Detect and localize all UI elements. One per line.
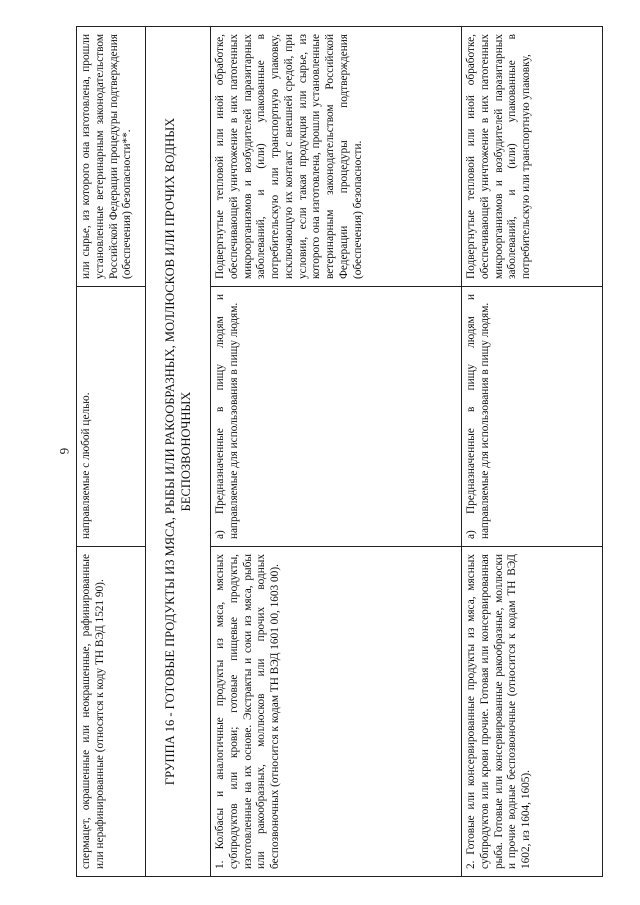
- page-number: 6: [57, 447, 72, 455]
- regulation-table: [76, 26, 603, 877]
- purpose-cell: [77, 287, 146, 547]
- cell-text: а) Предназначенные в пищу людям и направляемые для использования в пищу людям.: [465, 294, 491, 539]
- purpose-cell: [462, 287, 603, 547]
- table-row: [211, 27, 462, 877]
- cell-text: или сырье, из которого она изготовлена, прошли установленные ветеринарным законодательством Российской Федерации процедуры подтверждения (обеспечения) безопасности**.: [80, 34, 134, 279]
- cell-text: Подвергнутые тепловой или иной обработке, обеспечивающей уничтожение в них патогенных микроорганизмов и возбудителей паразитарных заболеваний, и (или) упакованные в потребительскую или транспортную упаковку,: [465, 34, 533, 279]
- group-heading-row: [146, 27, 211, 877]
- group-heading: ГРУППА 16 - ГОТОВЫЕ ПРОДУКТЫ ИЗ МЯСА, РЫБЫ ИЛИ РАКООБРАЗНЫХ, МОЛЛЮСКОВ ИЛИ ПРОЧИХ ВОДНЫХ БЕСПОЗВОНОЧНЫХ: [146, 27, 211, 877]
- cell-text: направляемые с любой целью.: [80, 392, 92, 539]
- rotated-content: [76, 27, 616, 877]
- cell-text: спермацет, окрашенные или неокрашенные, рафинированные или нерафинированные (относятся к коду ТН ВЭД 1521 90).: [80, 554, 106, 869]
- cell-text: 2. Готовые или консервированные продукты из мяса, мясных субпродуктов или крови прочие. Готовая или консервированная рыба. Готовые или консервированные ракообразные, моллюски и прочие водные беспозвоночные (относится к кодам ТН ВЭД 1602, из 1604, 1605).: [465, 554, 533, 869]
- table-row: [77, 27, 146, 877]
- table-row: [462, 27, 603, 877]
- cell-text: 1. Колбасы и аналогичные продукты из мяса, мясных субпродуктов или крови; готовые пищевые продукты, изготовленные на их основе. Экстракты и соки из мяса, рыбы или ракообразных, моллюсков или прочих водных беспозвоночных (относится к кодам ТН ВЭД 1601 00, 1603 00).: [214, 554, 282, 869]
- product-description-cell: [77, 547, 146, 877]
- product-description-cell: [462, 547, 603, 877]
- product-description-cell: [211, 547, 462, 877]
- conditions-cell: [462, 27, 603, 287]
- purpose-cell: [211, 287, 462, 547]
- conditions-cell: [77, 27, 146, 287]
- conditions-cell: [211, 27, 462, 287]
- cell-text: а) Предназначенные в пищу людям и направляемые для использования в пищу людям.: [214, 294, 240, 539]
- cell-text: Подвергнутые тепловой или иной обработке, обеспечивающей уничтожение в них патогенных микроорганизмов и возбудителей паразитарных заболеваний, и (или) упакованные в потребительскую или транспортную упаковку, исключающую их контакт с внешней средой, при условии, если такая продукция или сырье, из которого она изготовлена, прошли установленные ветеринарным законодательством Российской Федерации процедуры подтверждения (обеспечения) безопасности.: [214, 34, 364, 279]
